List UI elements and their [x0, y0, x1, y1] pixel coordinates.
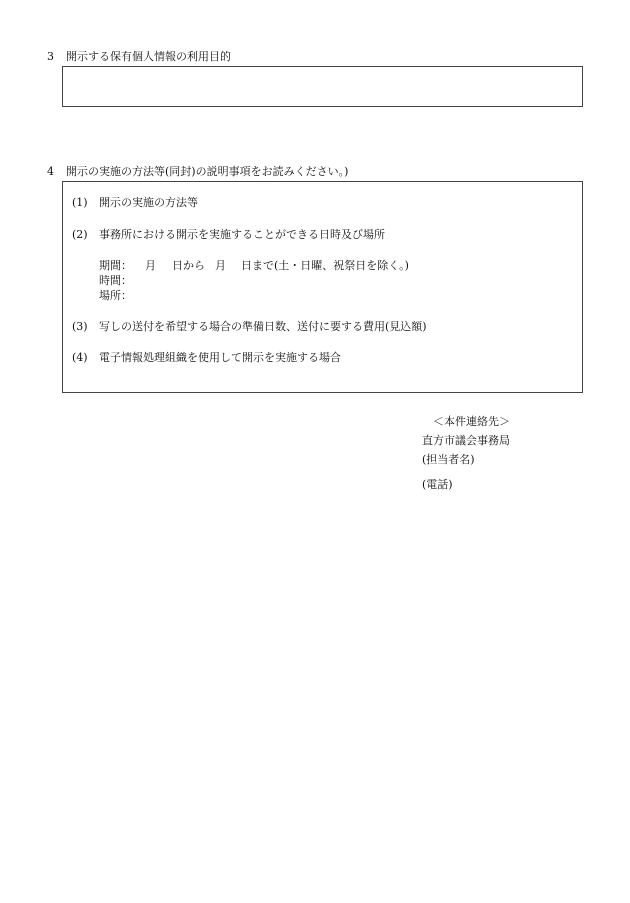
item-1-text: 開示の実施の方法等 [99, 196, 198, 209]
place-label: 場所： [99, 289, 132, 302]
contact-office: 直方市議会事務局 [422, 434, 510, 447]
time-label: 時間： [99, 274, 132, 287]
section3-title: 開示する保有個人情報の利用目的 [66, 50, 231, 63]
period-month-1: 月 [145, 259, 156, 272]
item-2-number: (2) [72, 228, 88, 241]
section4-title: 開示の実施の方法等(同封)の説明事項をお読みください。) [66, 165, 349, 178]
period-month-2: 月 [215, 259, 226, 272]
item-4-text: 電子情報処理組織を使用して開示を実施する場合 [99, 351, 341, 364]
contact-phone-label: (電話) [422, 478, 453, 491]
item-3-number: (3) [72, 320, 88, 333]
section3-number: 3 [47, 50, 54, 63]
period-until: 日まで(土・日曜、祝祭日を除く。) [241, 259, 409, 272]
item-3-text: 写しの送付を希望する場合の準備日数、送付に要する費用(見込額) [99, 320, 427, 333]
contact-person-label: (担当者名) [422, 453, 475, 466]
period-label: 期間： [99, 259, 132, 272]
item-4-number: (4) [72, 351, 88, 364]
item-2-text: 事務所における開示を実施することができる日時及び場所 [99, 228, 385, 241]
contact-heading: ＜本件連絡先＞ [433, 415, 510, 428]
section4-number: 4 [47, 165, 54, 178]
item-1-number: (1) [72, 196, 88, 209]
section3-answer-box [62, 66, 583, 107]
period-from: 日から [172, 259, 205, 272]
